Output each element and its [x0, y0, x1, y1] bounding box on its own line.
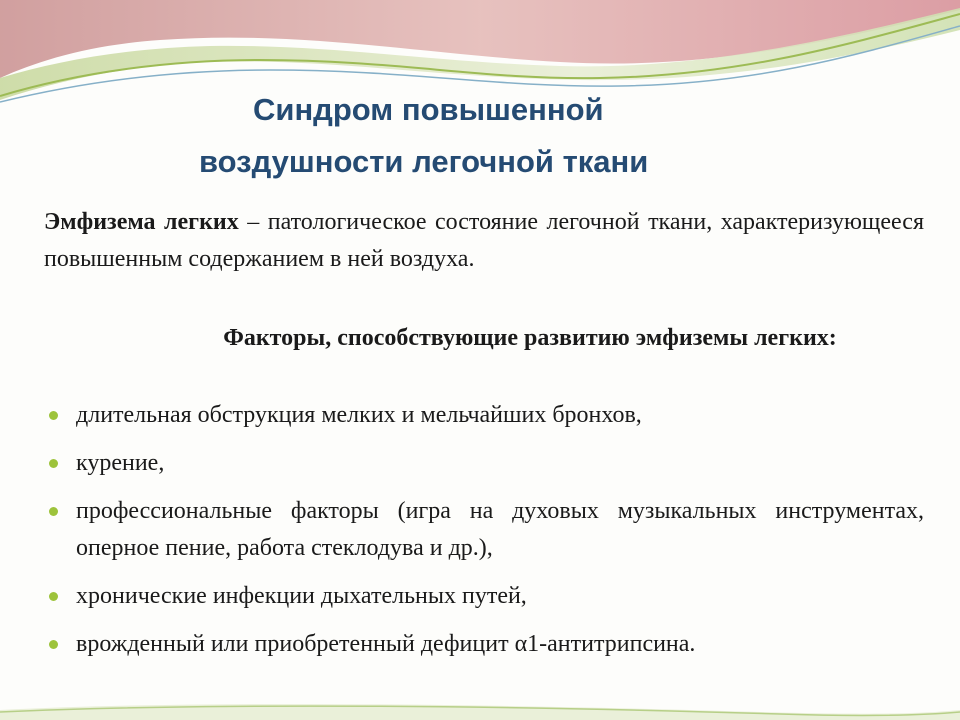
footer-decoration	[0, 690, 960, 720]
definition-term: Эмфизема легких	[44, 209, 239, 235]
bullet-icon	[49, 592, 58, 601]
list-item-text: курение,	[76, 450, 165, 476]
list-item-text: врожденный или приобретенный дефицит α1-антитрипсина.	[76, 631, 696, 657]
list-item	[44, 493, 924, 567]
bullet-icon	[49, 411, 58, 420]
list-item	[44, 626, 924, 663]
list-item	[44, 578, 924, 615]
bullet-icon	[49, 459, 58, 468]
definition-paragraph	[44, 204, 924, 278]
list-item-text: профессиональные факторы (игра на духовых музыкальных инструментах, оперное пение, работа стеклодува и др.),	[76, 498, 924, 561]
list-item-text: хронические инфекции дыхательных путей,	[76, 583, 527, 609]
factors-list	[44, 397, 924, 674]
bullet-icon	[49, 640, 58, 649]
list-item-text: длительная обструкция мелких и мельчайших бронхов,	[76, 402, 642, 428]
list-item	[44, 445, 924, 482]
slide-title-line-1: Синдром повышенной	[253, 92, 604, 127]
slide-title-line-2: воздушности легочной ткани	[199, 144, 649, 179]
bullet-icon	[49, 507, 58, 516]
list-item	[44, 397, 924, 434]
factors-heading: Факторы, способствующие развитию эмфиземы легких:	[223, 325, 837, 351]
definition-text: – патологическое состояние легочной ткани, характеризующееся повышенным содержанием в ней воздуха.	[44, 209, 924, 272]
